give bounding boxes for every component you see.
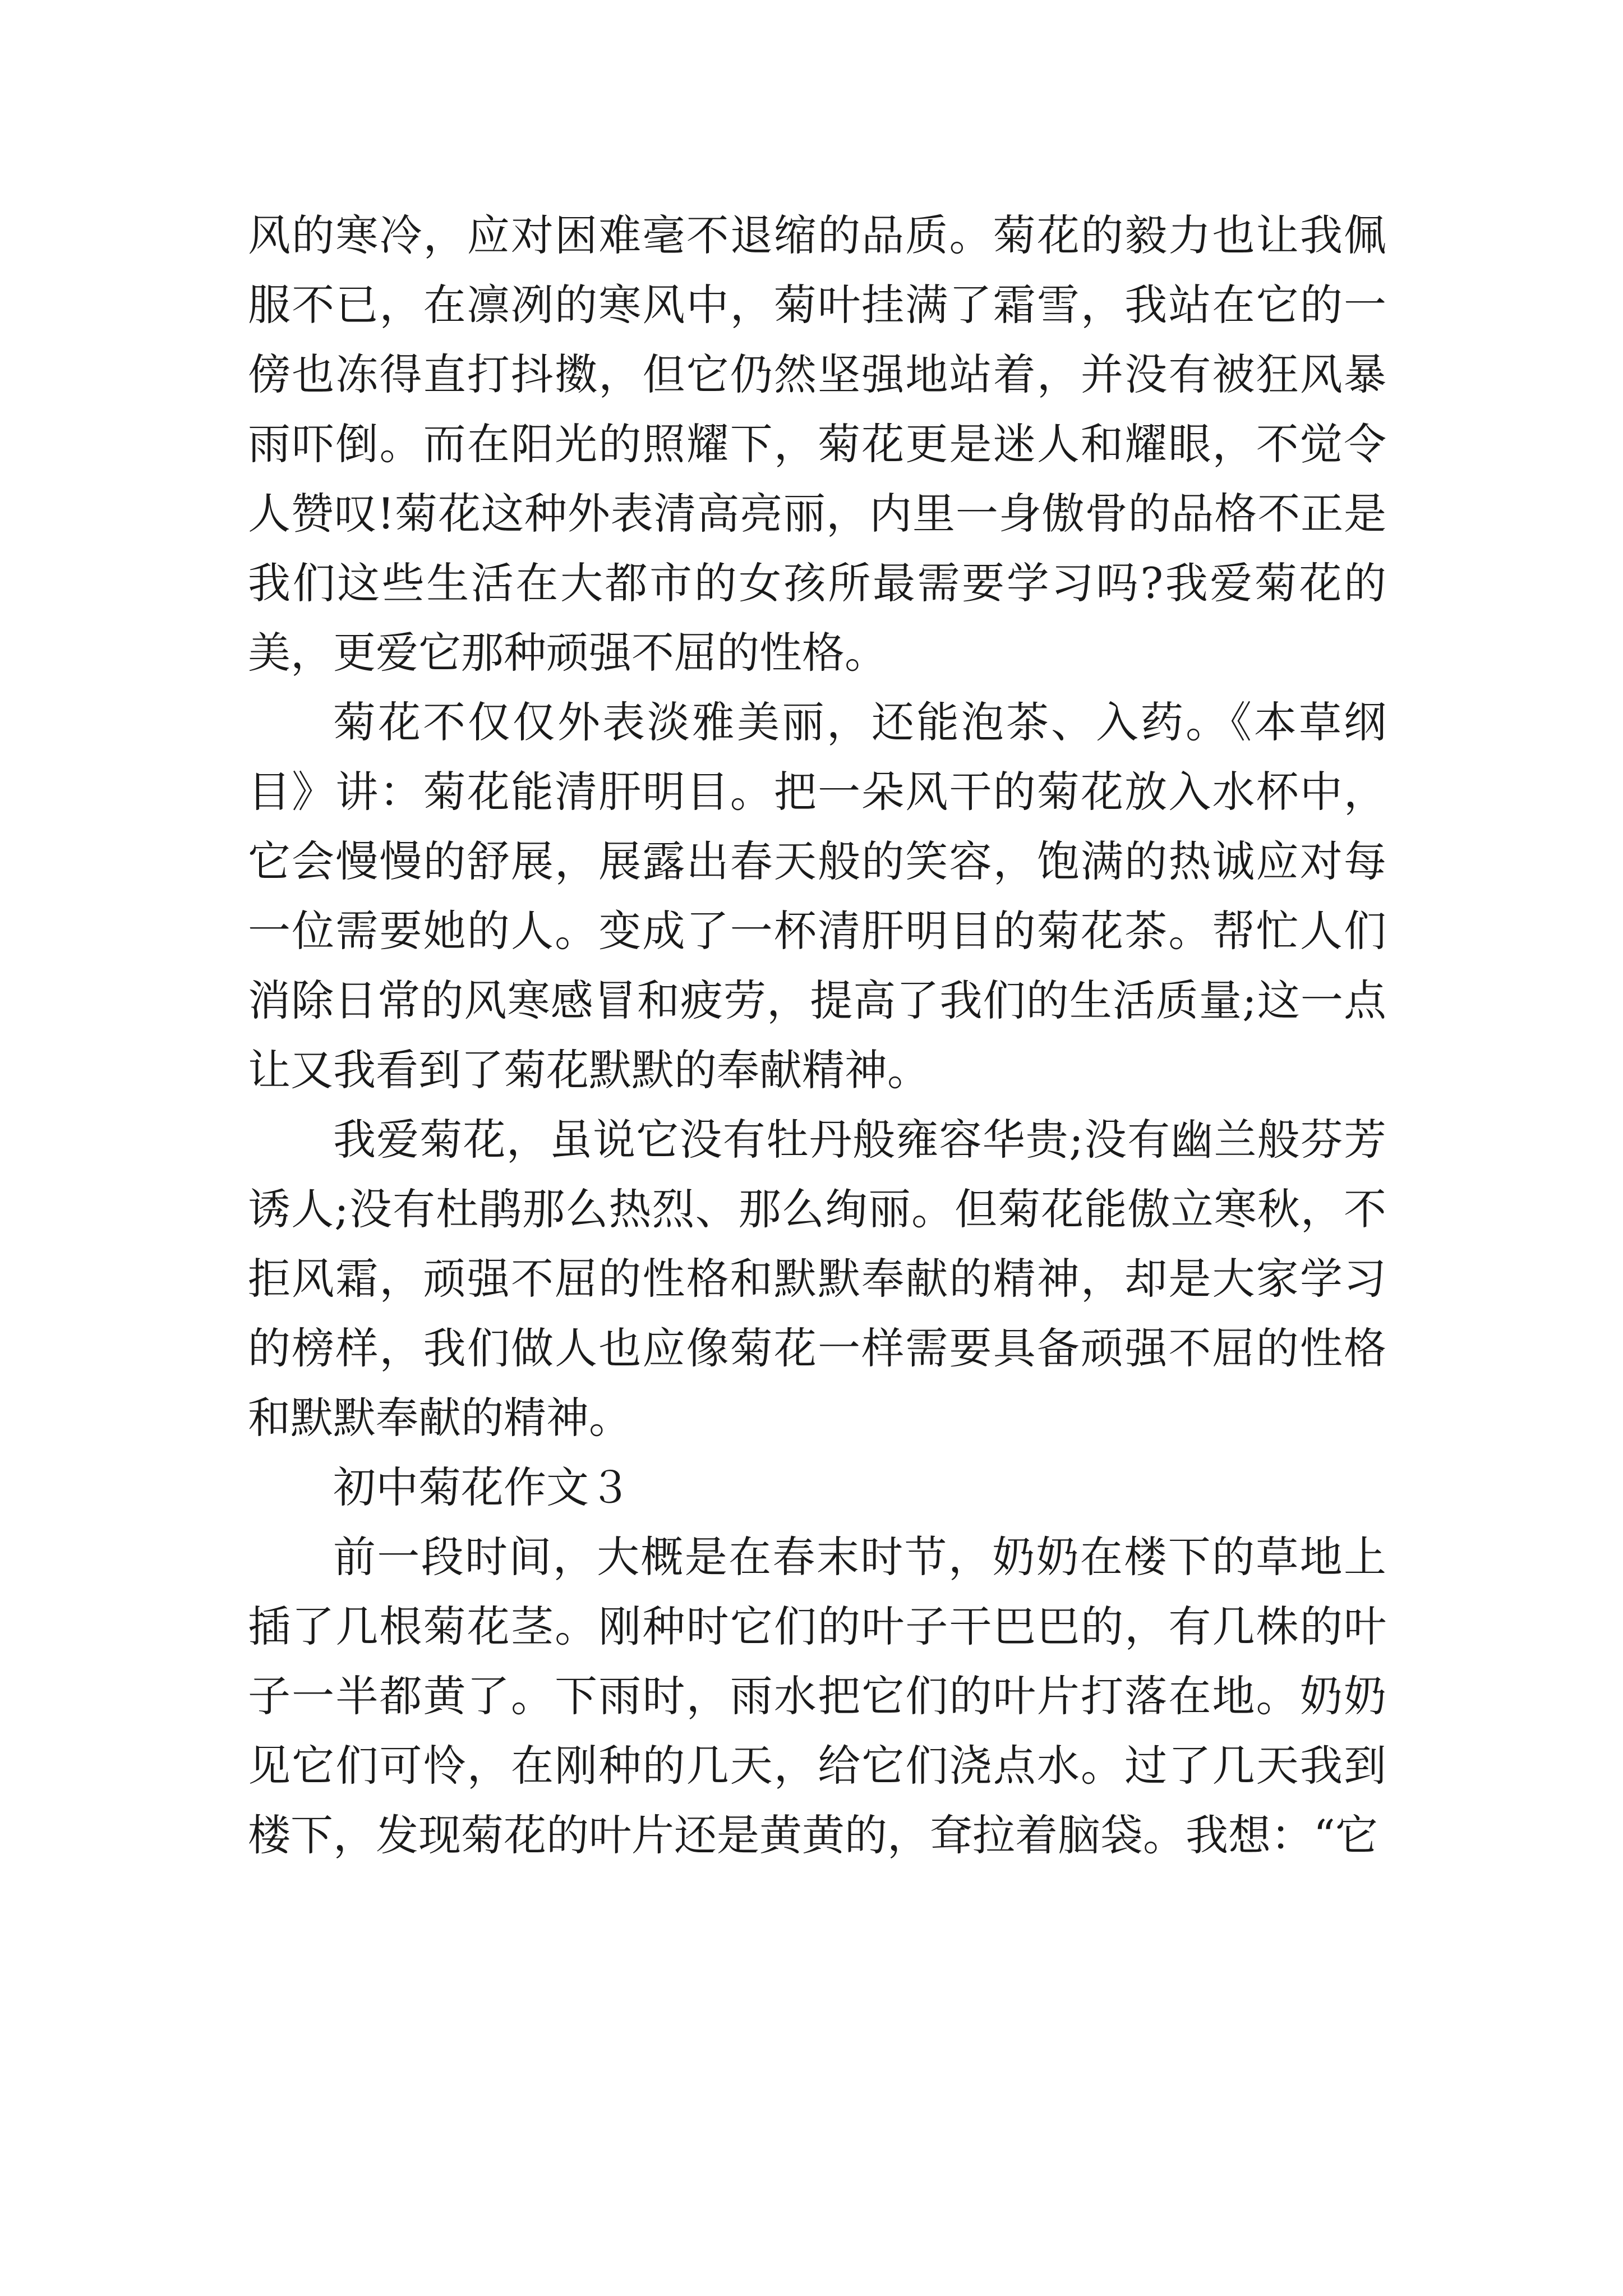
body-text: [248, 201, 1386, 1870]
section-title: 初中菊花作文３: [333, 1462, 631, 1512]
paragraph-continuation: 风的寒冷，应对困难毫不退缩的品质。菊花的毅力也让我佩服不已，在凛冽的寒风中，菊叶挂满了霜雪，我站在它的一傍也冻得直打抖擞，但它仍然坚强地站着，并没有被狂风暴雨吓倒。而在阳光的照耀下，菊花更是迷人和耀眼，不觉令人赞叹!菊花这种外表清高亮丽，内里一身傲骨的品格不正是我们这些生活在大都市的女孩所最需要学习吗?我爱菊花的美，更爱它那种顽强不屈的性格。: [248, 210, 1386, 678]
paragraph: 我爱菊花，虽说它没有牡丹般雍容华贵;没有幽兰般芬芳诱人;没有杜鹃那么热烈、那么绚丽。但菊花能傲立寒秋，不拒风霜，顽强不屈的性格和默默奉献的精神，却是大家学习的榜样，我们做人也应像菊花一样需要具备顽强不屈的性格和默默奉献的精神。: [248, 1115, 1386, 1443]
paragraph: 菊花不仅仅外表淡雅美丽，还能泡茶、入药。《本草纲目》讲：菊花能清肝明目。把一朵风干的菊花放入水杯中，它会慢慢的舒展，展露出春天般的笑容，饱满的热诚应对每一位需要她的人。变成了一杯清肝明目的菊花茶。帮忙人们消除日常的风寒感冒和疲劳，提高了我们的生活质量;这一点让又我看到了菊花默默的奉献精神。: [248, 697, 1386, 1095]
paragraph: 前一段时间，大概是在春末时节，奶奶在楼下的草地上插了几根菊花茎。刚种时它们的叶子干巴巴的，有几株的叶子一半都黄了。下雨时，雨水把它们的叶片打落在地。奶奶见它们可怜，在刚种的几天，给它们浇点水。过了几天我到楼下，发现菊花的叶片还是黄黄的，耷拉着脑袋。我想：“它: [248, 1532, 1386, 1860]
